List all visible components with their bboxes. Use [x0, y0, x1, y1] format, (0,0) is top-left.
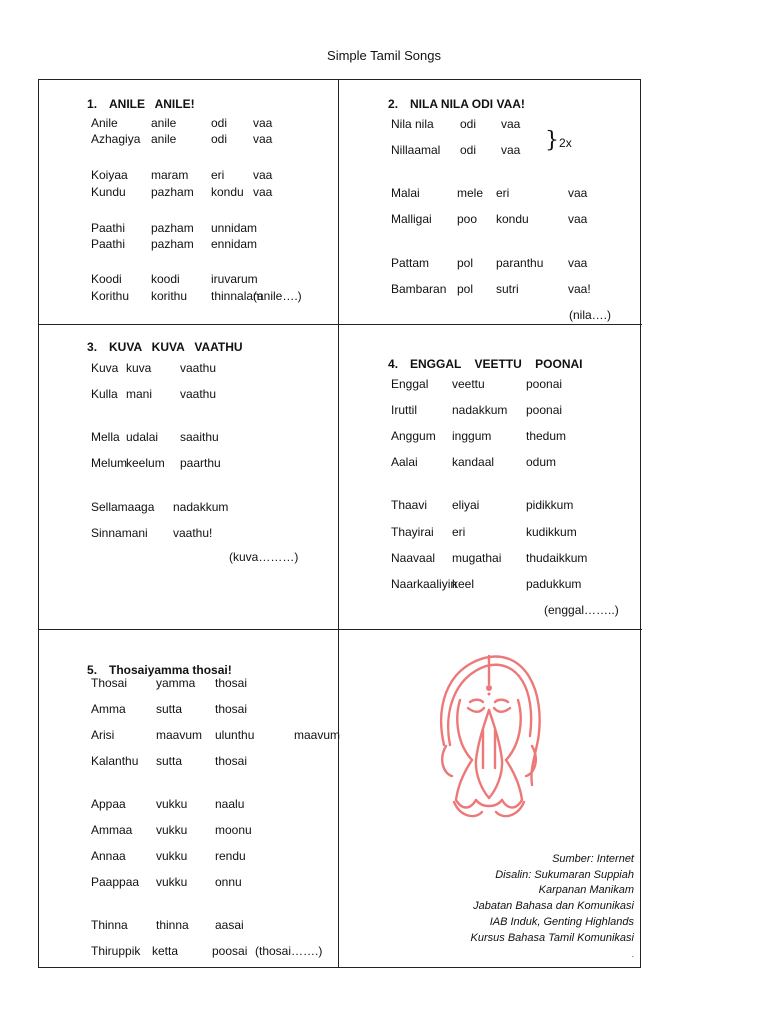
lyric-word: poonai	[526, 403, 563, 417]
lyric-word: Aalai	[391, 455, 418, 469]
lyric-word: vaathu	[180, 361, 217, 375]
credit-line: Disalin: Sukumaran Suppiah	[495, 868, 634, 881]
lyric-word: ulunthu	[215, 728, 255, 742]
lyric-word: sutri	[496, 282, 519, 296]
lyric-word: eri	[496, 186, 510, 200]
lyric-word: vaa	[253, 168, 273, 182]
song-number: 5.	[87, 663, 98, 677]
lyric-word: anile	[151, 132, 177, 146]
lyric-word: paarthu	[180, 456, 221, 470]
lyric-word: rendu	[215, 849, 246, 863]
lyric-word: paranthu	[496, 256, 544, 270]
song-number: 3.	[87, 340, 98, 354]
lyric-word: udalai	[126, 430, 159, 444]
lyric-word: vaa	[568, 186, 588, 200]
lyric-word: Annaa	[91, 849, 126, 863]
lyric-word: kandaal	[452, 455, 495, 469]
lyric-word: thinnalam	[211, 289, 264, 303]
lyric-word: keel	[452, 577, 475, 591]
lyric-word: vaa!	[568, 282, 591, 296]
lyric-word: Amma	[91, 702, 126, 716]
lyric-word: Koiyaa	[91, 168, 128, 182]
credit-line: Kursus Bahasa Tamil Komunikasi	[470, 931, 634, 944]
brace-icon: }	[545, 128, 560, 153]
repeat-marker: }2x	[545, 128, 572, 153]
song-cell-2	[339, 80, 642, 324]
lyric-word: odi	[211, 132, 228, 146]
lyric-word: poonai	[526, 377, 563, 391]
lyric-word: pazham	[151, 185, 194, 199]
lyric-word: moonu	[215, 823, 252, 837]
lyric-word: vaa	[253, 185, 273, 199]
credit-line: Jabatan Bahasa dan Komunikasi	[473, 900, 634, 913]
lyric-word: eliyai	[452, 498, 480, 512]
lyric-word: Kalanthu	[91, 754, 139, 768]
page-title: Simple Tamil Songs	[327, 48, 441, 63]
lyric-word: mele	[457, 186, 484, 200]
lyric-word: Arisi	[91, 728, 115, 742]
song-number: 2.	[388, 97, 399, 111]
lyric-word: pazham	[151, 237, 194, 251]
lyric-word: thosai	[215, 676, 248, 690]
lyric-word: thudaikkum	[526, 551, 588, 565]
lyric-word: Anile	[91, 116, 118, 130]
lyric-word: mani	[126, 387, 153, 401]
song-cell-4	[339, 325, 642, 629]
lyric-word: Thosai	[91, 676, 128, 690]
lyric-word: Iruttil	[391, 403, 418, 417]
lyric-word: aasai	[215, 918, 244, 932]
song-refrain: (kuva………)	[229, 550, 299, 564]
lyric-word: Ammaa	[91, 823, 133, 837]
lyric-word: Pattam	[391, 256, 430, 270]
lyric-word: eri	[211, 168, 225, 182]
lyric-word: naalu	[215, 797, 245, 811]
lyric-word: thosai	[215, 754, 248, 768]
lyric-word: odi	[460, 117, 477, 131]
lyric-word: Nila nila	[391, 117, 434, 131]
song-title: KUVA KUVA VAATHU	[109, 340, 243, 354]
songs-table	[38, 79, 641, 968]
lyric-word: Thiruppik	[91, 944, 141, 958]
lyric-word: Kundu	[91, 185, 126, 199]
lyric-word: vukku	[156, 849, 188, 863]
lyric-word: nadakkum	[173, 500, 229, 514]
lyric-word: pol	[457, 256, 474, 270]
lyric-word: sutta	[156, 754, 183, 768]
song-title: ENGGAL VEETTU POONAI	[410, 357, 583, 371]
lyric-word: veettu	[452, 377, 485, 391]
song-cell-1	[39, 80, 338, 324]
song-number: 4.	[388, 357, 399, 371]
trailing-mark: .	[631, 950, 634, 959]
lyric-word: (anile….)	[253, 289, 302, 303]
lyric-word: vaa	[501, 117, 521, 131]
lyric-word: Kuva	[91, 361, 119, 375]
lyric-word: eri	[452, 525, 466, 539]
lyric-word: Sinnamani	[91, 526, 148, 540]
credits-cell	[339, 630, 642, 969]
lyric-word: Koodi	[91, 272, 122, 286]
lyric-word: keelum	[126, 456, 165, 470]
lyric-word: (thosai…….)	[255, 944, 323, 958]
lyric-word: Azhagiya	[91, 132, 141, 146]
lyric-word: odi	[460, 143, 477, 157]
lyric-word: Enggal	[391, 377, 429, 391]
lyric-word: odum	[526, 455, 557, 469]
lyric-word: odi	[211, 116, 228, 130]
credit-line: Sumber: Internet	[552, 853, 634, 865]
lyric-word: maavum	[156, 728, 203, 742]
lyric-word: Thinna	[91, 918, 128, 932]
song-number: 1.	[87, 97, 98, 111]
lyric-word: vukku	[156, 823, 188, 837]
lyric-word: anile	[151, 116, 177, 130]
lyric-word: thedum	[526, 429, 567, 443]
credit-line: IAB Induk, Genting Highlands	[489, 915, 634, 928]
lyric-word: vaa	[253, 116, 273, 130]
lyric-word: pidikkum	[526, 498, 574, 512]
lyric-word: thinna	[156, 918, 189, 932]
lyric-word: pazham	[151, 221, 194, 235]
lyric-word: kondu	[496, 212, 529, 226]
lyric-word: Malai	[391, 186, 420, 200]
lyric-word: Malligai	[391, 212, 432, 226]
lyric-word: poo	[457, 212, 478, 226]
lyric-word: poosai	[212, 944, 248, 958]
song-refrain: (nila….)	[569, 308, 612, 322]
lyric-word: vaa	[568, 212, 588, 226]
lyric-word: saaithu	[180, 430, 219, 444]
lyric-word: Thayirai	[391, 525, 434, 539]
lyric-word: Sellamaaga	[91, 500, 155, 514]
lyric-word: kondu	[211, 185, 244, 199]
lyric-word: maram	[151, 168, 189, 182]
song-cell-3	[39, 325, 338, 629]
lyric-word: Bambaran	[391, 282, 447, 296]
lyric-word: vukku	[156, 875, 188, 889]
lyric-word: Mella	[91, 430, 120, 444]
lyric-word: mugathai	[452, 551, 502, 565]
lyric-word: vaathu	[180, 387, 217, 401]
lyric-word: maavum	[294, 728, 341, 742]
lyric-word: Nillaamal	[391, 143, 441, 157]
lyric-word: vaa	[568, 256, 588, 270]
lyric-word: vaa	[501, 143, 521, 157]
song-title: Thosaiyamma thosai!	[109, 663, 232, 677]
song-cell-5	[39, 630, 341, 969]
song-refrain: (enggal……..)	[544, 603, 619, 617]
credit-line: Karpanan Manikam	[538, 884, 634, 897]
lyric-word: Melum	[91, 456, 128, 470]
lyric-word: thosai	[215, 702, 248, 716]
praying-figure-illustration	[434, 650, 546, 830]
lyric-word: padukkum	[526, 577, 582, 591]
lyric-word: sutta	[156, 702, 183, 716]
lyric-word: vaathu!	[173, 526, 213, 540]
lyric-word: koodi	[151, 272, 180, 286]
lyric-word: Naavaal	[391, 551, 436, 565]
lyric-word: yamma	[156, 676, 196, 690]
lyric-word: Paappaa	[91, 875, 140, 889]
lyric-word: Korithu	[91, 289, 130, 303]
lyric-word: nadakkum	[452, 403, 508, 417]
lyric-word: Thaavi	[391, 498, 428, 512]
lyric-word: unnidam	[211, 221, 258, 235]
lyric-word: kudikkum	[526, 525, 577, 539]
lyric-word: vaa	[253, 132, 273, 146]
lyric-word: ketta	[152, 944, 179, 958]
lyric-word: ennidam	[211, 237, 258, 251]
lyric-word: Appaa	[91, 797, 126, 811]
lyric-word: iruvarum	[211, 272, 258, 286]
lyric-word: Paathi	[91, 237, 126, 251]
lyric-word: korithu	[151, 289, 188, 303]
lyric-word: onnu	[215, 875, 242, 889]
lyric-word: pol	[457, 282, 474, 296]
song-title: ANILE ANILE!	[109, 97, 195, 111]
lyric-word: Anggum	[391, 429, 436, 443]
credits-block	[471, 852, 634, 946]
lyric-word: inggum	[452, 429, 492, 443]
lyric-word: kuva	[126, 361, 152, 375]
song-title: NILA NILA ODI VAA!	[410, 97, 525, 111]
lyric-word: Kulla	[91, 387, 118, 401]
lyric-word: vukku	[156, 797, 188, 811]
lyric-word: Paathi	[91, 221, 126, 235]
lyric-word: Naarkaaliyin	[391, 577, 458, 591]
